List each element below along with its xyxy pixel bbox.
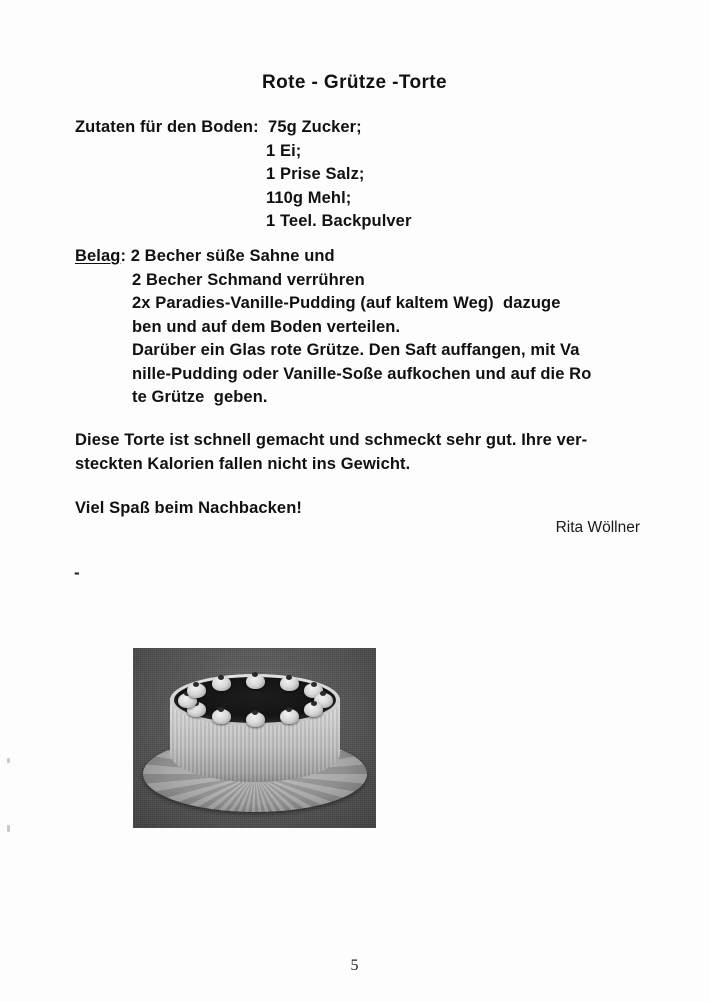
scan-speck [7,825,10,832]
ingredient-item: 1 Ei; [266,141,302,160]
berry-garnish [311,701,317,706]
closing-paragraph [75,429,587,476]
author-signature: Rita Wöllner [555,519,640,536]
cake-photograph [133,648,376,828]
ingredient-item: 110g Mehl; [266,188,352,207]
berry-garnish [218,675,224,680]
topping-line: Darüber ein Glas rote Grütze. Den Saft auffangen, mit Va [132,341,580,359]
topping-line: te Grütze geben. [132,388,268,406]
ingredients-block [75,116,411,234]
berry-garnish [252,672,258,677]
berry-garnish [193,682,199,687]
topping-line: 2x Paradies-Vanille-Pudding (auf kaltem Weg) dazuge [132,294,561,312]
berry-garnish [311,682,317,687]
page-title: Rote - Grütze -Torte [262,72,447,93]
topping-label-suffix: : 2 Becher süße Sahne und [120,247,335,265]
stray-dash-mark: - [74,563,80,582]
ingredient-item: 1 Prise Salz; [266,165,365,183]
ingredients-heading-line: Zutaten für den Boden: 75g Zucker; [75,118,362,136]
topping-label: Belag [75,247,121,265]
topping-line: ben und auf dem Boden verteilen. [132,317,401,336]
closing-line: steckten Kalorien fallen nicht ins Gewicht. [75,454,411,473]
closing-line: Diese Torte ist schnell gemacht und schmeckt sehr gut. Ihre ver- [75,431,588,449]
topping-block [75,245,591,410]
sign-off [75,497,302,521]
topping-heading-line [75,245,591,269]
page-number: 5 [350,957,359,974]
berry-garnish [252,710,258,715]
sign-off-line: Viel Spaß beim Nachbacken! [75,499,302,517]
topping-line: 2 Becher Schmand verrühren [132,270,365,289]
berry-garnish [286,675,292,680]
ingredient-item: 1 Teel. Backpulver [266,212,412,230]
scan-speck [7,758,10,763]
berry-garnish [320,691,326,696]
topping-line: nille-Pudding oder Vanille-Soße aufkochen und auf die Ro [132,364,592,383]
